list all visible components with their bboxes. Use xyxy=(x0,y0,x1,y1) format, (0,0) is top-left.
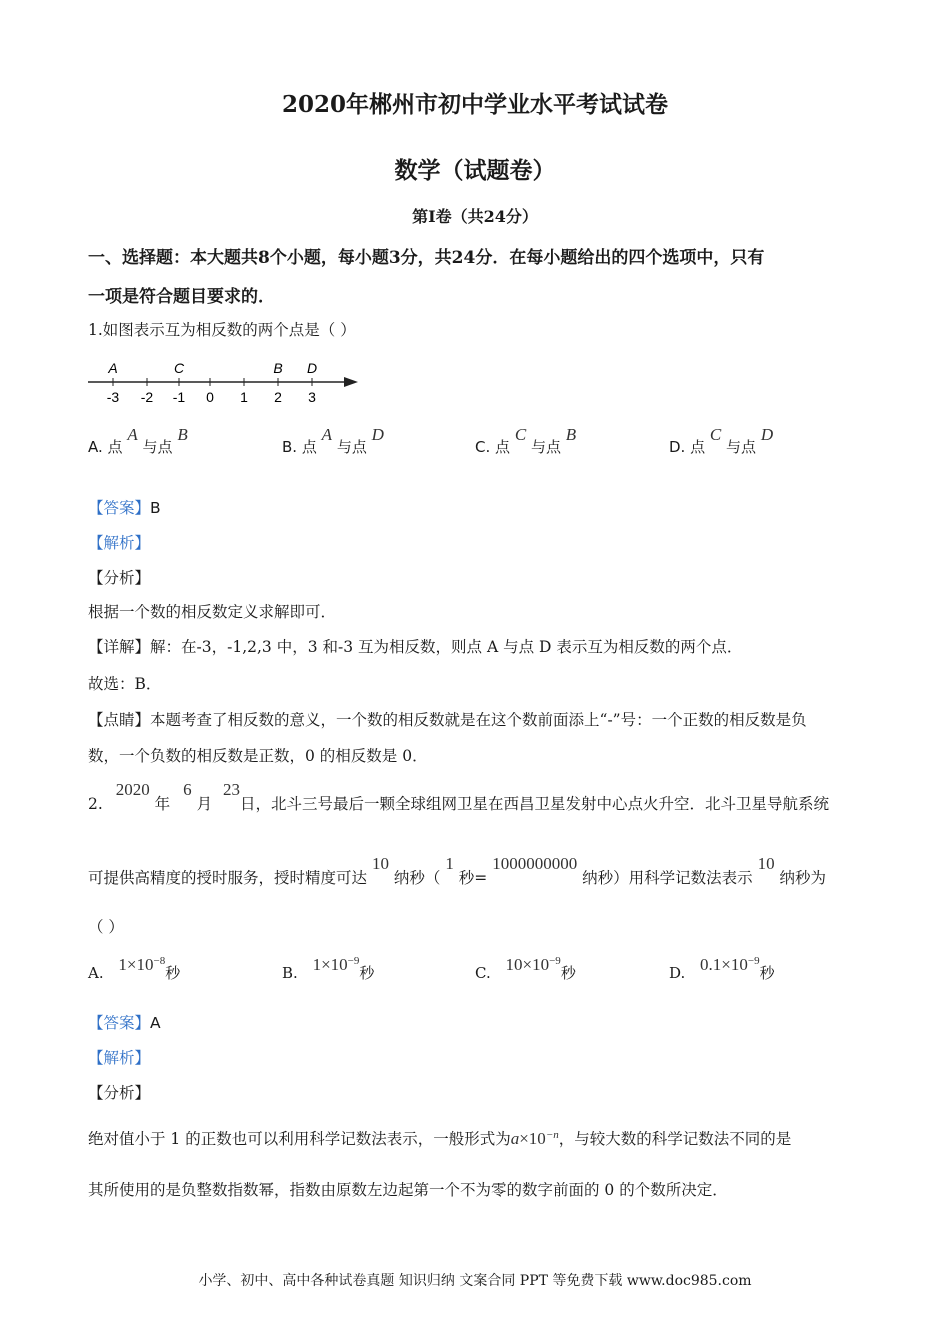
part-heading: 第I卷（共24分） xyxy=(412,207,538,226)
page-subtitle: 数学（试题卷） xyxy=(394,157,556,184)
tick-label: 0 xyxy=(206,389,214,405)
section-heading-line2: 一项是符合题目要求的． xyxy=(88,287,275,307)
point-label-a: A xyxy=(108,360,118,376)
q1-stem: 1.如图表示互为相反数的两个点是（ ） xyxy=(88,321,356,339)
tick-label: -3 xyxy=(106,389,120,405)
q2-stem-line3: （ ） xyxy=(88,918,124,936)
q1-option-b: B. 点 A 与点 D xyxy=(282,425,384,456)
q2-option-b: B. $1\times 10^{-9}$秒 xyxy=(282,955,375,982)
q1-option-d: D. 点 C 与点 D xyxy=(669,425,774,456)
answer-value: A xyxy=(150,1014,161,1032)
tick-label: -1 xyxy=(172,389,186,405)
answer-value: B xyxy=(150,499,161,517)
number-line-arrow xyxy=(344,377,358,387)
q2-answer xyxy=(88,1011,161,1033)
q1-analysis-tag: 【解析】 xyxy=(88,534,151,552)
section-heading-line1: 一、选择题：本大题共8个小题，每小题3分，共24分．在每小题给出的四个选项中，只有 xyxy=(88,248,765,268)
q1-comment-line2: 数，一个负数的相反数是正数，0 的相反数是 0． xyxy=(88,747,428,765)
point-label-b: B xyxy=(273,360,283,376)
q1-option-a: A. 点 A 与点 B xyxy=(88,425,188,456)
q2-fenxi-line2: 其所使用的是负整数指数幂，指数由原数左边起第一个不为零的数字前面的 0 的个数所决定． xyxy=(88,1181,728,1199)
q1-answer xyxy=(88,496,161,518)
tick-label: 2 xyxy=(274,389,282,405)
q2-stem-line2: 可提供高精度的授时服务，授时精度可达 10 纳秒（ 1 秒= 1000000000 纳秒）用科学记数法表示 10 纳秒为 xyxy=(88,854,827,887)
q2-option-c: C. $10\times 10^{-9}$秒 xyxy=(475,955,576,982)
number-line-figure xyxy=(86,356,366,412)
q1-detail: 【详解】解：在-3，-1,2,3 中，3 和-3 互为相反数，则点 A 与点 D 表示互为相反数的两个点． xyxy=(88,638,743,656)
q2-analysis-tag: 【解析】 xyxy=(88,1049,151,1067)
page-footer: 小学、初中、高中各种试卷真题 知识归纳 文案合同 PPT 等免费下载 www.doc985.com xyxy=(198,1273,752,1289)
q1-option-c: C. 点 C 与点 B xyxy=(475,425,577,456)
tick-label: 1 xyxy=(240,389,248,405)
q1-fenxi-tag: 【分析】 xyxy=(88,569,151,587)
q2-stem-line1: 2. 2020 年 6 月 23日，北斗三号最后一颗全球组网卫星在西昌卫星发射中心点火升空．北斗卫星导航系统 xyxy=(88,780,830,813)
q1-choose: 故选：B． xyxy=(88,675,162,693)
q2-option-a: A. $1\times 10^{-8}$秒 xyxy=(88,955,181,982)
tick-label: 3 xyxy=(308,389,316,405)
q2-fenxi-tag: 【分析】 xyxy=(88,1084,151,1102)
point-label-c: C xyxy=(173,360,185,376)
q2-fenxi-line1: 绝对值小于 1 的正数也可以利用科学记数法表示，一般形式为$a\times 10^{-n}$，与较大数的科学记数法不同的是 xyxy=(88,1128,792,1148)
answer-tag: 【答案】 xyxy=(88,499,151,517)
q1-fenxi: 根据一个数的相反数定义求解即可． xyxy=(88,603,337,621)
point-label-d: D xyxy=(306,360,318,376)
tick-label: -2 xyxy=(140,389,154,405)
answer-tag: 【答案】 xyxy=(88,1014,151,1032)
q1-comment-line1: 【点睛】本题考查了相反数的意义，一个数的相反数就是在这个数前面添上“-”号：一个正数的相反数是负 xyxy=(88,711,807,729)
q2-option-d: D. $0.1\times 10^{-9}$秒 xyxy=(669,955,775,982)
page-title: 2020年郴州市初中学业水平考试试卷 xyxy=(281,91,668,118)
